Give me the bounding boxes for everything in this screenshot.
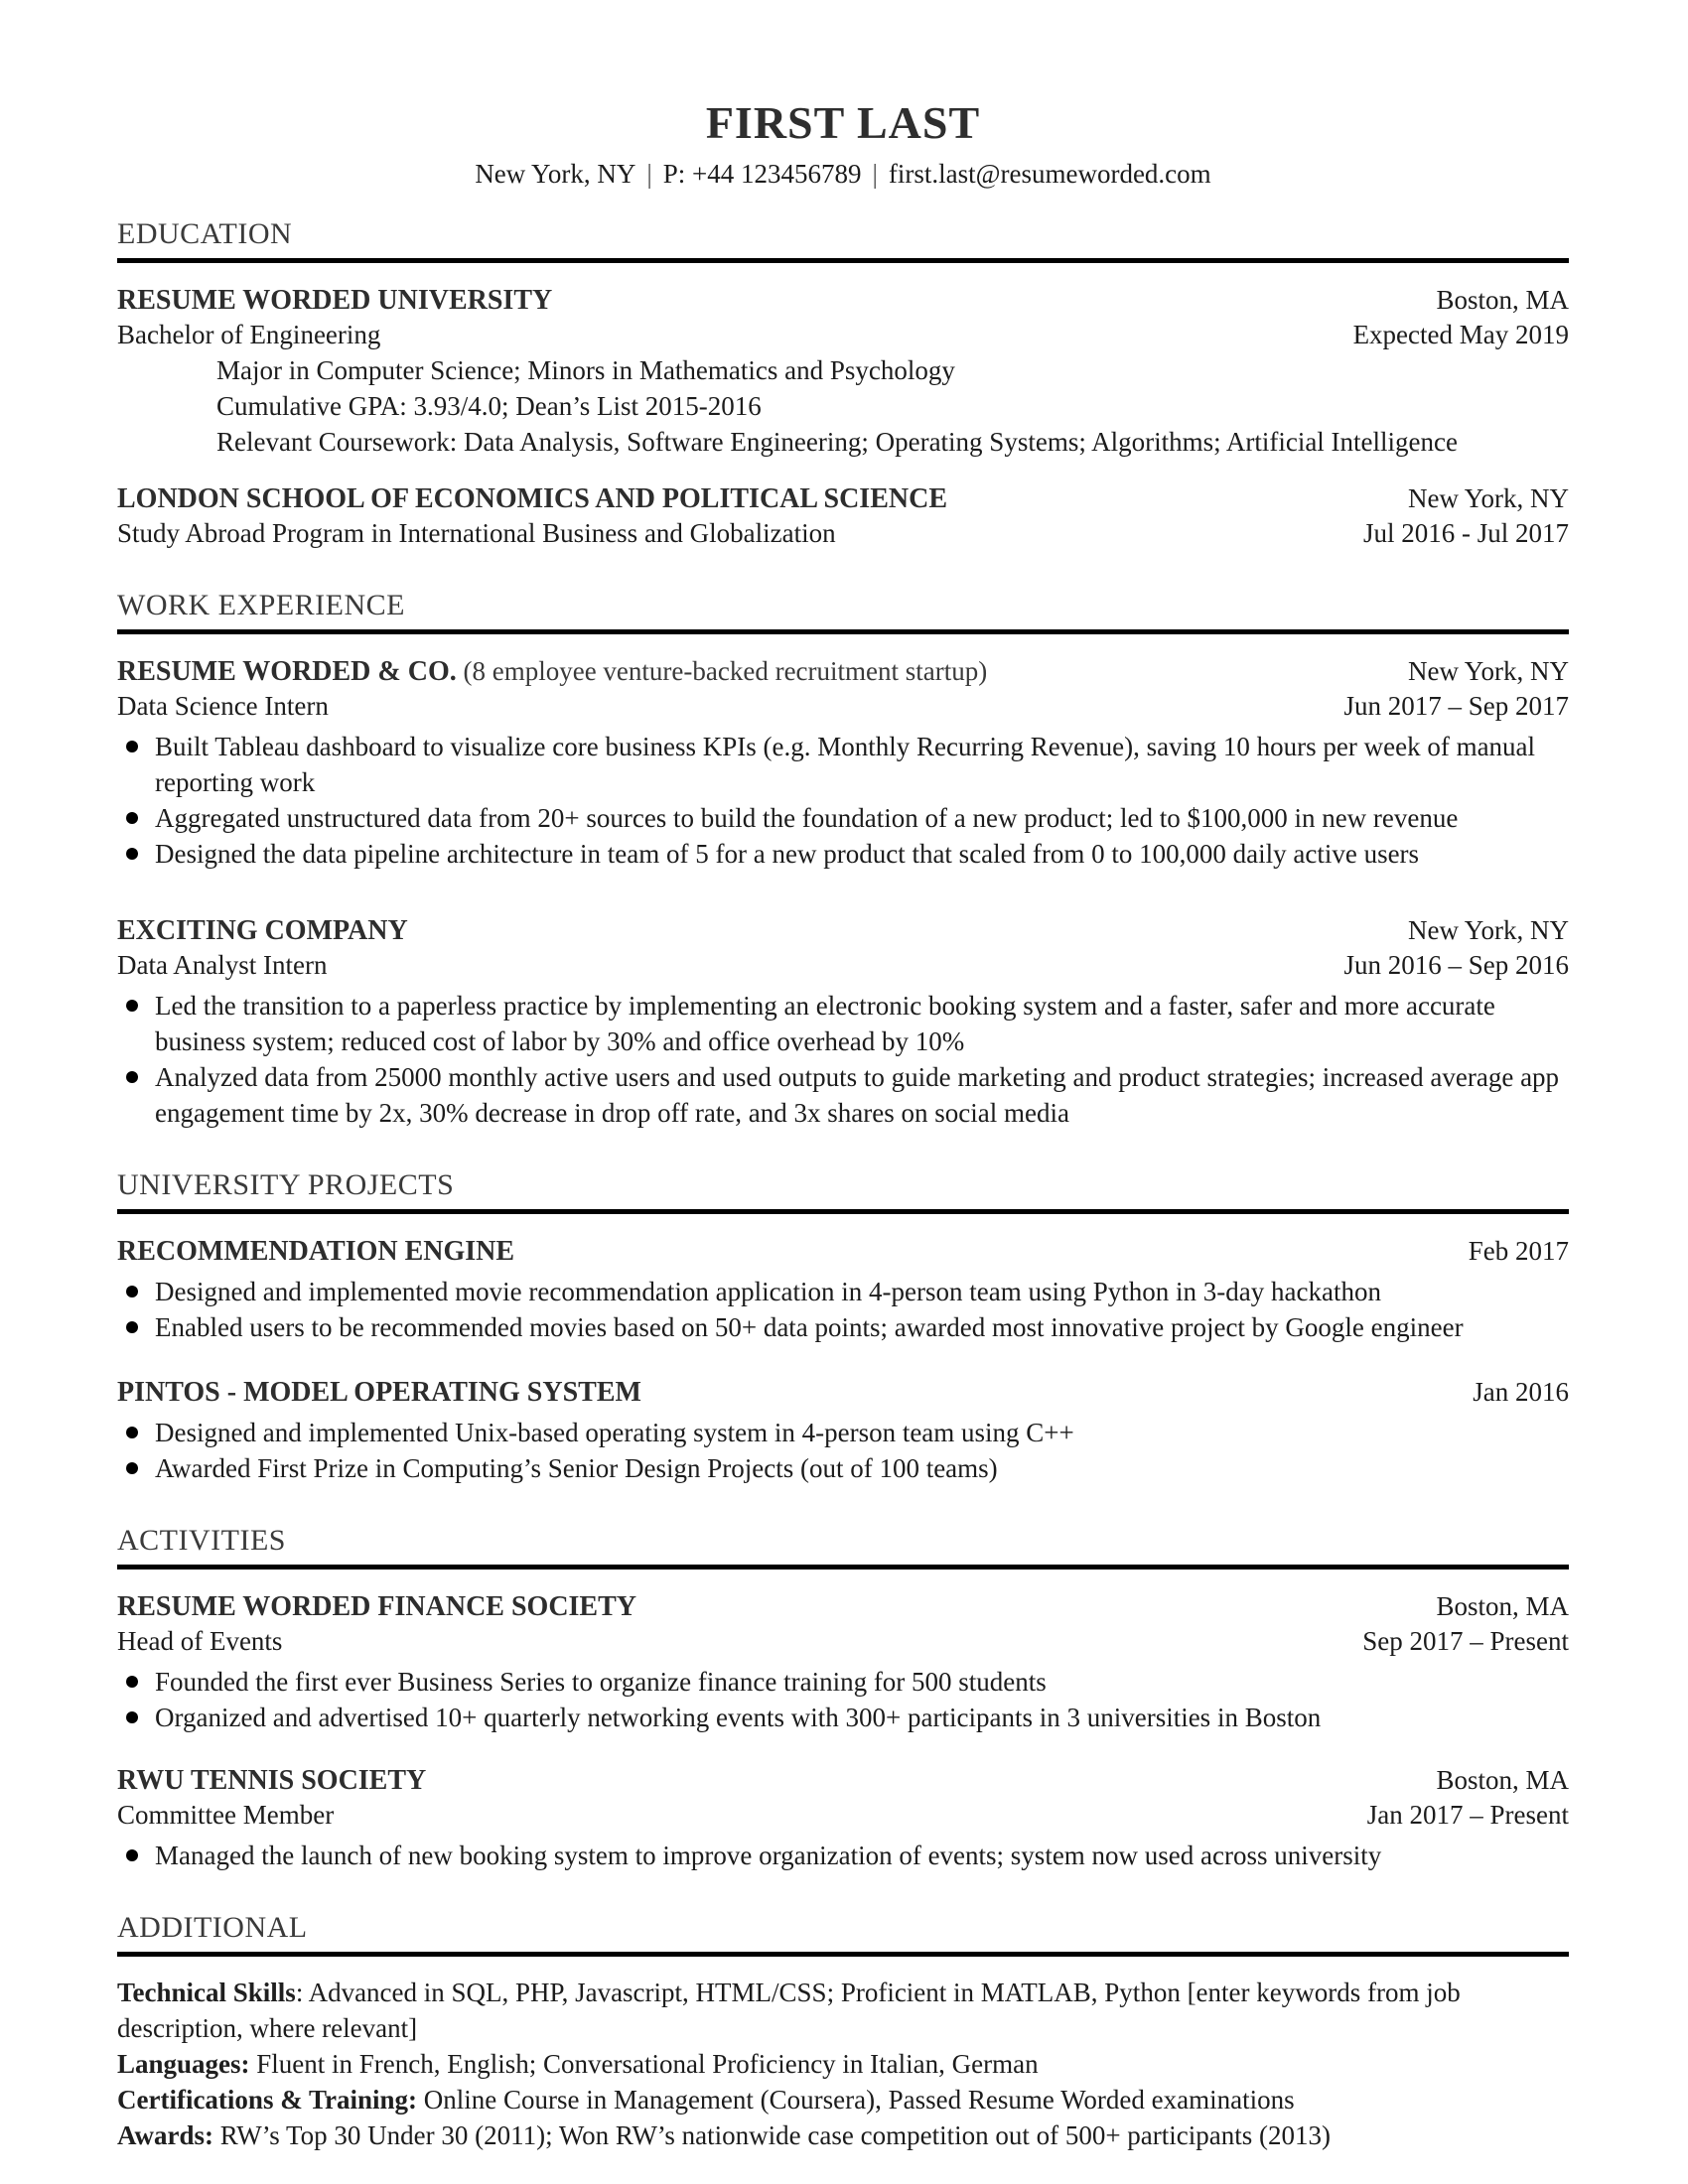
section-divider [117, 1209, 1569, 1214]
activity-entry [117, 1589, 1569, 1735]
project-name: PINTOS - MODEL OPERATING SYSTEM [117, 1377, 641, 1409]
additional-text: RW’s Top 30 Under 30 (2011); Won RW’s nationwide case competition out of 500+ participants (2013) [213, 2120, 1331, 2151]
section-title-projects: UNIVERSITY PROJECTS [117, 1168, 455, 1202]
bullet-icon [126, 848, 138, 860]
detail-line: Cumulative GPA: 3.93/4.0; Dean’s List 2015-2016 [216, 391, 762, 422]
bullet-item: Led the transition to a paperless practice by implementing an electronic booking system and a faster, safer and more accurate business system; reduced cost of labor by 30% and office overhead by 10% [117, 988, 1569, 1059]
section-university-projects [117, 1168, 1569, 1486]
dates: Jul 2016 - Jul 2017 [1362, 518, 1569, 549]
contact-phone: P: +44 123456789 [662, 159, 862, 190]
company-note: (8 employee venture-backed recruitment startup) [456, 656, 988, 687]
job-title: Data Science Intern [117, 691, 329, 722]
dates: Feb 2017 [1468, 1236, 1569, 1267]
organization-name: RESUME WORDED FINANCE SOCIETY [117, 1591, 637, 1623]
bullet-icon [126, 1071, 138, 1083]
additional-line [117, 2046, 1569, 2082]
bullet-item: Aggregated unstructured data from 20+ sources to build the foundation of a new product; led to $100,000 in new revenue [117, 800, 1569, 836]
bullet-item: Designed the data pipeline architecture in team of 5 for a new product that scaled from 0 to 100,000 daily active users [117, 836, 1569, 872]
education-entry [117, 283, 1569, 460]
pipe-separator: | [646, 159, 652, 190]
bullet-list [117, 988, 1569, 1131]
section-activities [117, 1524, 1569, 1873]
bullet-icon [126, 1711, 138, 1723]
bullet-item: Awarded First Prize in Computing’s Senior Design Projects (out of 100 teams) [117, 1450, 1569, 1486]
bullet-item: Founded the first ever Business Series to organize finance training for 500 students [117, 1664, 1569, 1700]
dates: Jun 2016 – Sep 2016 [1343, 950, 1569, 981]
bullet-item: Built Tableau dashboard to visualize core business KPIs (e.g. Monthly Recurring Revenue), saving 10 hours per week of manual reporting work [117, 729, 1569, 800]
detail-line: Major in Computer Science; Minors in Mathematics and Psychology [216, 355, 955, 386]
bullet-list [117, 1415, 1569, 1486]
section-work-experience [117, 589, 1569, 1131]
additional-line [117, 1975, 1569, 2046]
school-name: LONDON SCHOOL OF ECONOMICS AND POLITICAL SCIENCE [117, 483, 947, 515]
education-details [216, 352, 1569, 460]
section-additional [117, 1911, 1569, 2153]
bullet-icon [126, 1000, 138, 1012]
bullet-icon [126, 741, 138, 752]
section-title-activities: ACTIVITIES [117, 1524, 286, 1558]
bullet-item: Designed and implemented movie recommendation application in 4-person team using Python in 3-day hackathon [117, 1274, 1569, 1309]
bullet-icon [126, 1849, 138, 1861]
additional-line [117, 2082, 1569, 2117]
section-title-work: WORK EXPERIENCE [117, 589, 405, 622]
section-divider [117, 258, 1569, 263]
bullet-item: Analyzed data from 25000 monthly active users and used outputs to guide marketing and product strategies; increased average app engagement time by 2x, 30% decrease in drop off rate, and 3x shares on social media [117, 1059, 1569, 1131]
bullet-list [117, 1664, 1569, 1735]
bullet-icon [126, 1462, 138, 1474]
work-entry [117, 913, 1569, 1131]
degree: Study Abroad Program in International Business and Globalization [117, 518, 836, 549]
company-location: New York, NY [1407, 915, 1569, 946]
bullet-list [117, 1274, 1569, 1345]
school-name: RESUME WORDED UNIVERSITY [117, 285, 553, 317]
project-name: RECOMMENDATION ENGINE [117, 1236, 515, 1268]
project-entry [117, 1234, 1569, 1345]
bullet-list [117, 729, 1569, 872]
bullet-list [117, 1838, 1569, 1873]
additional-label: Technical Skills [117, 1978, 296, 2008]
bullet-item: Enabled users to be recommended movies based on 50+ data points; awarded most innovative project by Google engineer [117, 1309, 1569, 1345]
work-entry [117, 654, 1569, 872]
organization-name: RWU TENNIS SOCIETY [117, 1765, 427, 1797]
school-location: New York, NY [1407, 483, 1569, 514]
organization-location: Boston, MA [1436, 1591, 1569, 1622]
degree: Bachelor of Engineering [117, 320, 381, 350]
dates: Jan 2017 – Present [1366, 1800, 1569, 1831]
section-divider [117, 1565, 1569, 1570]
contact-location: New York, NY [475, 159, 636, 190]
additional-line [117, 2117, 1569, 2153]
contact-email: first.last@resumeworded.com [888, 159, 1211, 190]
dates: Jan 2016 [1473, 1377, 1569, 1408]
section-divider [117, 629, 1569, 634]
detail-line: Relevant Coursework: Data Analysis, Software Engineering; Operating Systems; Algorithms; Artificial Intelligence [216, 427, 1458, 458]
contact-line [117, 157, 1569, 192]
bullet-icon [126, 1427, 138, 1438]
company-location: New York, NY [1407, 656, 1569, 687]
activity-role: Committee Member [117, 1800, 335, 1831]
bullet-icon [126, 1286, 138, 1297]
additional-text: : Advanced in SQL, PHP, Javascript, HTML/CSS; Proficient in MATLAB, Python [enter keywords from job description, where relevant] [117, 1978, 1461, 2044]
section-title-education: EDUCATION [117, 217, 293, 251]
additional-label: Awards: [117, 2120, 213, 2151]
additional-text: Fluent in French, English; Conversational Proficiency in Italian, German [249, 2049, 1039, 2080]
section-title-additional: ADDITIONAL [117, 1911, 308, 1945]
bullet-icon [126, 1676, 138, 1688]
section-divider [117, 1952, 1569, 1957]
project-entry [117, 1375, 1569, 1486]
organization-location: Boston, MA [1436, 1765, 1569, 1796]
bullet-item: Organized and advertised 10+ quarterly networking events with 300+ participants in 3 universities in Boston [117, 1700, 1569, 1735]
bullet-icon [126, 812, 138, 824]
bullet-icon [126, 1321, 138, 1333]
person-name: FIRST LAST [705, 97, 981, 148]
bullet-item: Managed the launch of new booking system to improve organization of events; system now used across university [117, 1838, 1569, 1873]
dates: Sep 2017 – Present [1362, 1626, 1569, 1657]
dates: Jun 2017 – Sep 2017 [1343, 691, 1569, 722]
section-education [117, 217, 1569, 551]
bullet-item: Designed and implemented Unix-based operating system in 4-person team using C++ [117, 1415, 1569, 1450]
activity-entry [117, 1763, 1569, 1873]
additional-text: Online Course in Management (Coursera), Passed Resume Worded examinations [416, 2085, 1295, 2116]
activity-role: Head of Events [117, 1626, 283, 1657]
school-location: Boston, MA [1436, 285, 1569, 316]
pipe-separator: | [872, 159, 878, 190]
additional-label: Certifications & Training: [117, 2085, 417, 2116]
company-name: EXCITING COMPANY [117, 915, 408, 947]
company-name: RESUME WORDED & CO. (8 employee venture-backed recruitment startup) [117, 656, 988, 688]
education-entry [117, 481, 1569, 551]
job-title: Data Analyst Intern [117, 950, 328, 981]
dates: Expected May 2019 [1352, 320, 1569, 350]
additional-label: Languages: [117, 2049, 250, 2080]
additional-lines [117, 1975, 1569, 2153]
